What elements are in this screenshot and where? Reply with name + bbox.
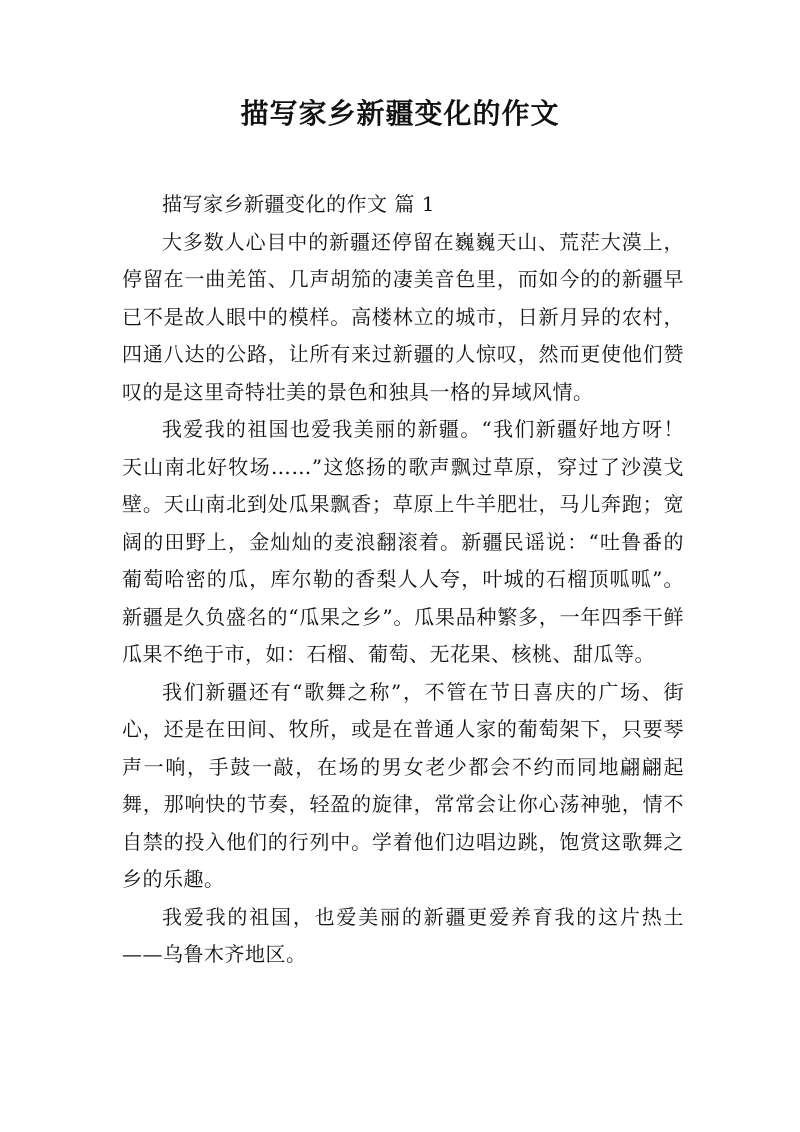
paragraph-1: 大多数人心目中的新疆还停留在巍巍天山、荒茫大漠上，停留在一曲羌笛、几声胡笳的凄美音色里，而如今的的新疆早已不是故人眼中的模样。高楼林立的城市，日新月异的农村，四通八达的公路，让所有来过新疆的人惊叹，然而更使他们赞叹的是这里奇特壮美的景色和独具一格的异域风情。 [122, 229, 684, 404]
paragraph-4: 我爱我的祖国，也爱美丽的新疆更爱养育我的这片热土——乌鲁木齐地区。 [122, 904, 684, 966]
document-body [122, 186, 684, 974]
document-title: 描写家乡新疆变化的作文 [240, 97, 560, 130]
section-heading: 描写家乡新疆变化的作文 篇 1 [162, 192, 435, 216]
paragraph-3: 我们新疆还有“歌舞之称”，不管在节日喜庆的广场、街心，还是在田间、牧所，或是在普通人家的葡萄架下，只要琴声一响，手鼓一敲，在场的男女老少都会不约而同地翩翩起舞，那响快的节奏，轻盈的旋律，常常会让你心荡神驰，情不自禁的投入他们的行列中。学着他们边唱边跳，饱赏这歌舞之乡的乐趣。 [122, 679, 684, 891]
paragraph-2: 我爱我的祖国也爱我美丽的新疆。“我们新疆好地方呀！天山南北好牧场……”这悠扬的歌声飘过草原，穿过了沙漠戈壁。天山南北到处瓜果飘香；草原上牛羊肥壮，马儿奔跑；宽阔的田野上，金灿灿的麦浪翻滚着。新疆民谣说：“吐鲁番的葡萄哈密的瓜，库尔勒的香梨人人夸，叶城的石榴顶呱呱”。新疆是久负盛名的“瓜果之乡”。瓜果品种繁多，一年四季干鲜瓜果不绝于市，如：石榴、葡萄、无花果、核桃、甜瓜等。 [122, 417, 684, 666]
